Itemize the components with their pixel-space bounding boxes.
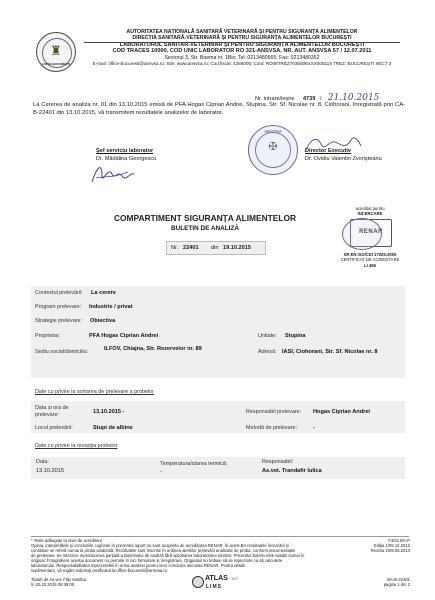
intake-label: Nr. intrare/ieșire	[255, 96, 295, 102]
renar-code: LI 496	[364, 263, 376, 268]
program-value: Industrie / privat	[89, 303, 133, 310]
intro-paragraph: La Cererea de analiza nr. 01 din 13.10.2015 emisă de PFA Hogas Ciprian Andrei, Stupina, Str. Sf. Nicolae nr. 8, Ciohorani, înregistrată prin CA-B-22401 din 13.10.2015, vă transmitem rezultatele analizelor de laborator.	[33, 102, 405, 116]
footer-divider	[31, 536, 409, 537]
atlas-brand-small: ied	[232, 576, 238, 581]
footer-note-3: constituie se referă numai la proba analizată. Rezultatele sunt înscrise în ordinea alertiilor prelevării analizate de proba, conform documentației	[31, 548, 296, 553]
footer-note-7: suplimentare, vă rugăm solicitați certificatul la office-bucuresti@ansvsa.ro	[31, 568, 168, 573]
bulletin-number-box	[166, 241, 266, 255]
footer-note-5: original. Fotografiere acestui document nu permite în nici formulare și înregistrare. Originalul nu trebuie să se reprezinte ca să calculeze	[31, 558, 283, 563]
footer-page-info	[360, 577, 410, 587]
reception-temp-value: -	[160, 469, 162, 475]
renar-top-label-2: INCERCARE	[357, 211, 383, 216]
footer-note-6: laboratorului. Responsabilitatea reprezentării în urma analizei pentru vreo concluzie ascunsa RENAR. Pentru detalii	[31, 563, 246, 568]
footer-typed-date: în 20.10.2015 09:39:00	[31, 582, 75, 587]
atlas-brand: ATLAS	[205, 575, 228, 582]
lab-logo	[36, 32, 76, 72]
sampling-section-title: Date cu privire la sortarea de prelevare a probelor	[35, 389, 154, 395]
atlas-logo	[192, 574, 262, 592]
right-handwritten-signature	[303, 132, 363, 158]
right-signature-block	[305, 148, 425, 198]
header-directorate: DIRECȚIA SANITARĂ-VETERINARĂ ȘI PENTRU SIGURANȚA ALIMENTELOR BUCUREȘTI	[132, 35, 352, 42]
sampling-resp-value: Hogas Ciprian Andrei	[313, 408, 370, 415]
right-signature-title: Director Executiv	[305, 148, 352, 154]
sampling-date-value: 13.10.2015 -	[93, 409, 125, 415]
renar-logo-text: RENAR	[359, 229, 383, 235]
agency-seal	[248, 125, 298, 175]
compartment-title: COMPARTIMENT SIGURANȚA ALIMENTELOR	[113, 213, 297, 223]
footer-page-number: pagina 1 din 2	[383, 582, 410, 587]
strategy-label: Strategie prelevare:	[35, 318, 83, 324]
header-block	[84, 29, 400, 67]
header-contact: E-mail: office-bucuresti@ansvsa.ro; Site: www.ansvsa.ro; Cod fiscal: 4266005; Cont: RO08TREZ7036006XXX000119 TREZ. BUCUREȘTI SECT 3	[92, 61, 392, 67]
seal-emblem-icon: ✠	[268, 141, 278, 153]
owner-label: Proprietar:	[35, 333, 61, 339]
intake-row: Nr. intrare/ieșire 4739 / 21.10.2015	[255, 93, 380, 103]
owner-value: PFA Hogas Ciprian Andrei	[89, 332, 159, 339]
reception-temp-label: Temperatura/starea termică:	[160, 461, 228, 467]
intake-handwritten-date: 21.10.2015	[327, 93, 380, 103]
unit-label: Unitate:	[258, 333, 277, 339]
renar-certificate: CERTIFICAT DE ACREDITARE	[340, 257, 400, 262]
bulletin-date-label: din	[211, 244, 219, 251]
sampling-place-label: Locul prelevării:	[35, 425, 73, 431]
bulletin-subtitle: BULETIN DE ANALIZĂ	[171, 225, 239, 232]
footer-doc-code: BA-B-22401	[387, 577, 410, 582]
header-address: Sectorul 3, Str. Boema nr. 1Bis; Tel: 0213480565; Fax: 0213480352	[164, 54, 320, 61]
atlas-globe-icon	[192, 576, 204, 588]
renar-block	[330, 206, 410, 274]
bulletin-nr-value: 22401	[183, 244, 199, 251]
renar-standard: SR EN ISO/CEI 17025:2005	[343, 252, 397, 257]
footer-form-code: F4/01 BA-P	[388, 538, 410, 543]
footer-edition: Ediția 1/05.12.2012	[373, 543, 410, 548]
reception-resp-value: As.vet. Trandafir Iulica	[262, 468, 322, 474]
footer-typed-by: Tiparit de As.vet. Filip Vasilica	[31, 577, 87, 582]
footer-typed-info	[31, 577, 151, 587]
atlas-brand-sub: LIMS	[206, 584, 222, 590]
reception-date-label: Data:	[36, 459, 49, 465]
left-signature-block	[96, 148, 216, 198]
reception-resp-label: Responsabil:	[262, 459, 294, 465]
header-codes: COD TRACES 10000, COD UNIC LABORATOR RO 321-ANSVSA, NR. AUT. ANSVSA 57 / 12.07.2011	[112, 48, 372, 55]
bulletin-nr-label: Nr.	[171, 244, 179, 251]
details-section	[31, 286, 405, 378]
footer-form-info	[364, 538, 410, 553]
header-authority: AUTORITATEA NAȚIONALĂ SANITARĂ VETERINARĂ ȘI PENTRU SIGURANȚA ALIMENTELOR	[126, 29, 358, 35]
seat-value: ILFOV, Chiajna, Str. Rezervelor nr. 89	[104, 346, 202, 352]
bulletin-date-value: 19.10.2015	[223, 244, 251, 251]
renar-top-label: acreditat pentru	[355, 206, 385, 211]
footer-revision: Revizia 2/09.05.2014	[370, 548, 410, 553]
right-signature-name: Dr. Ovidiu Valentin Zvorișteanu	[305, 156, 382, 162]
left-signature-name: Dr. Mădălina Georgescu	[96, 156, 157, 162]
reception-date-value: 13.10.2015	[36, 468, 64, 474]
context-value: La cerere	[91, 289, 116, 296]
header-laboratory: LABORATORUL SANITAR-VETERINAR ȘI PENTRU SIGURANȚA ALIMENTELOR BUCUREȘTI	[119, 41, 365, 48]
sampling-date-label: Data și ora de prelevare:	[35, 405, 69, 418]
header-divider	[84, 42, 400, 43]
seal-text: ANSVSA	[264, 129, 282, 134]
address-value: IASI, Ciohorani, Str. Sf. Nicolae nr. 8	[282, 348, 378, 355]
intake-number: 4739	[302, 96, 316, 102]
strategy-value: Obiectiva	[90, 317, 116, 324]
sampling-method-label: Metodă de prelevare:	[246, 425, 297, 431]
logo-crest-icon: ♜	[50, 43, 62, 58]
sampling-method-value: -	[313, 424, 315, 431]
context-label: Contextul prelevării:	[35, 290, 83, 296]
sampling-place-value: Stupi de albine	[93, 424, 133, 431]
sampling-section	[31, 401, 405, 433]
logo-text: LSVSA BUCUREȘTI	[41, 62, 71, 66]
renar-stamp	[342, 218, 382, 250]
address-label: Adresă:	[258, 349, 277, 355]
left-handwritten-signature	[88, 160, 138, 188]
footer-note-4: de prelevare. Se interzice reproducerea parțială a Buletinului de analiză fără aprobarea laboratorului emitent. Prezentul buletin este valabil numai în	[31, 553, 305, 558]
footer-note-2: Opinia, interpretările și concluziile cuprinse în prezentul raport nu sunt acoperite de acreditarea RENAR. În acest BA rezultatele încercării și	[31, 543, 289, 548]
footer-notes	[31, 538, 361, 573]
reception-section-title: Date cu privire la recepția probelor	[35, 443, 118, 449]
sampling-resp-label: Responsabil prelevare:	[246, 409, 302, 415]
left-signature-title: Șef serviciu laborator	[96, 148, 154, 154]
footer-note-1: * Teste adăugate la nivel de acreditare	[31, 538, 103, 543]
seat-label: Sediu social/domiciliu:	[35, 349, 89, 355]
program-label: Program prelevare:	[35, 304, 82, 310]
unit-value: Stupina	[285, 332, 306, 339]
